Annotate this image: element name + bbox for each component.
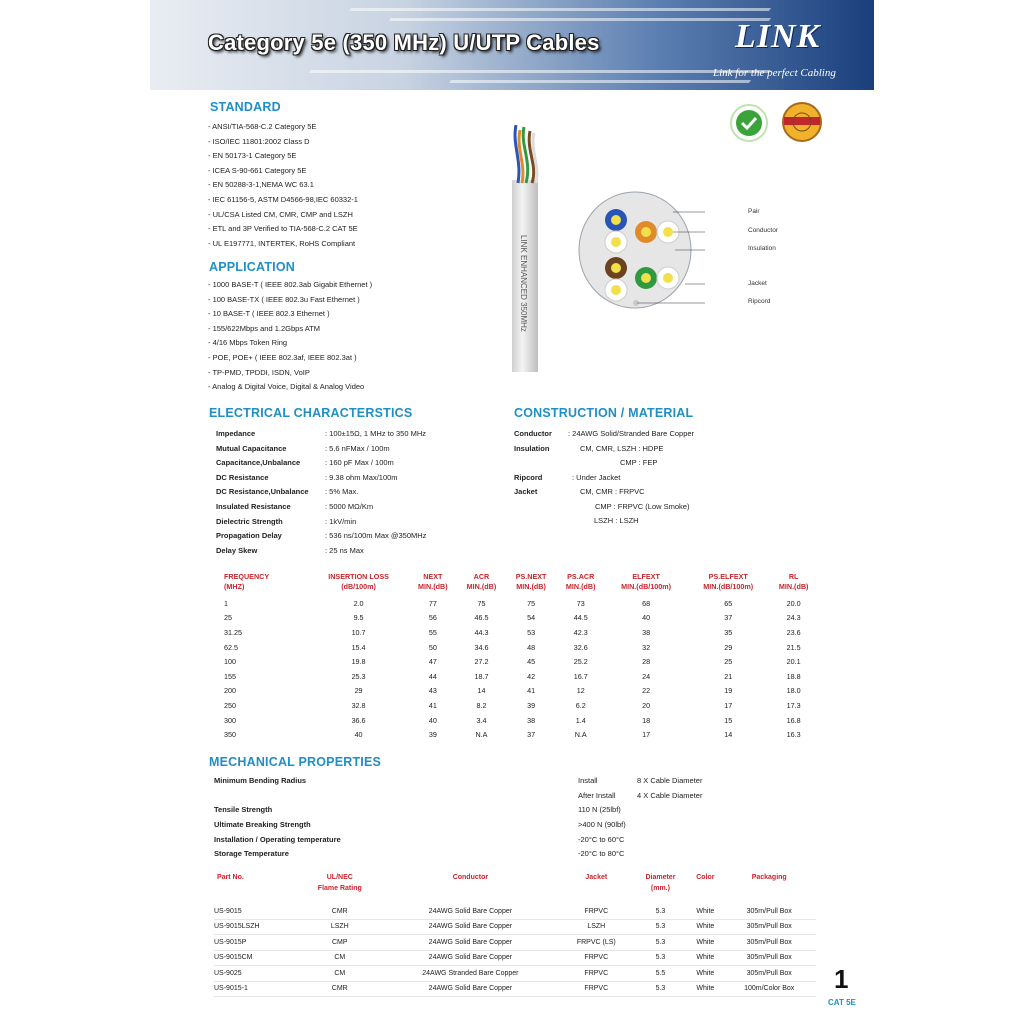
table-cell: 77 [428, 598, 437, 608]
table-cell: N.A [574, 730, 587, 740]
datasheet-page [150, 0, 874, 1024]
diagram-label-ripcord: Ripcord [748, 298, 771, 305]
standard-list [208, 120, 358, 251]
table-cell: 44 [428, 671, 437, 681]
table-cell: 17.3 [786, 700, 801, 710]
table-cell: 40 [642, 613, 651, 623]
table-cell: 44.5 [573, 613, 588, 623]
table-row [214, 935, 816, 951]
table-cell: 10.7 [351, 627, 366, 637]
table-cell: 42.3 [573, 627, 588, 637]
table-cell: 19.8 [351, 657, 366, 667]
table-cell: 24AWG Solid Bare Copper [381, 904, 560, 919]
table-cell: 5.3 [633, 935, 689, 951]
parts-table [214, 872, 816, 997]
table-cell: 18.0 [786, 686, 801, 696]
table-cell: 34.6 [474, 642, 489, 652]
insulation-value-2: CMP : FEP [620, 458, 658, 467]
header-line-1: RL [788, 572, 799, 581]
table-cell: 27.2 [474, 657, 489, 667]
table-cell: 37 [724, 613, 733, 623]
header-line-1: NEXT [423, 572, 443, 581]
conductor-value: : 24AWG Solid/Stranded Bare Copper [568, 429, 695, 438]
install-label: Install [578, 776, 598, 785]
table-cell: US-9015 [214, 904, 299, 919]
performance-header-cell [687, 568, 769, 596]
table-cell: 47 [428, 657, 437, 667]
parts-header-cell [722, 872, 816, 904]
table-cell: 305m/Pull Box [722, 950, 816, 966]
table-cell: 24AWG Solid Bare Copper [381, 919, 560, 935]
table-cell: US-9025 [214, 966, 299, 982]
table-cell: 16.3 [786, 730, 801, 740]
table-cell: 24AWG Solid Bare Copper [381, 935, 560, 951]
table-cell: 22 [642, 686, 651, 696]
table-cell: 17 [642, 730, 651, 740]
standard-item: - ANSI/TIA-568-C.2 Category 5E [208, 122, 317, 131]
electrical-value: : 536 ns/100m Max @350MHz [325, 531, 427, 541]
table-cell: 24AWG Stranded Bare Copper [381, 966, 560, 982]
table-cell: LSZH [299, 919, 381, 935]
diagram-label-insulation: Insulation [748, 245, 776, 252]
table-cell: FRPVC (LS) [560, 935, 632, 951]
application-item: - 4/16 Mbps Token Ring [208, 338, 288, 348]
header-line-1: Jacket [585, 874, 608, 881]
table-cell: FRPVC [560, 981, 632, 997]
application-item: - 155/622Mbps and 1.2Gbps ATM [208, 323, 321, 333]
storage-label: Storage Temperature [214, 849, 289, 858]
table-cell: CM [299, 950, 381, 966]
page-title: Category 5e (350 MHz) U/UTP Cables [208, 30, 600, 55]
temperature-label: Installation / Operating temperature [214, 835, 341, 844]
table-row [214, 966, 816, 982]
table-cell: 24AWG Solid Bare Copper [381, 981, 560, 997]
electrical-value: : 9.38 ohm Max/100m [325, 472, 398, 482]
table-cell: 45 [527, 657, 536, 667]
header-line-2: (dB/100m) [341, 582, 376, 591]
performance-header-cell [769, 568, 818, 596]
insulation-label: Insulation [514, 444, 550, 453]
standard-item: - UL E197771, INTERTEK, RoHS Compliant [208, 238, 356, 248]
header-line-1: Conductor [452, 874, 489, 881]
application-item: - 1000 BASE-T ( IEEE 802.3ab Gigabit Ethernet ) [208, 280, 373, 289]
header-line-2: MIN.(dB) [778, 582, 809, 591]
header-line-2: MIN.(dB/100m) [621, 582, 672, 591]
table-cell: US-9015P [214, 935, 299, 951]
logo-tagline: Link for the perfect Cabling [713, 67, 836, 79]
table-cell: 14 [724, 730, 733, 740]
table-cell: 62.5 [224, 642, 238, 652]
table-cell: 24.3 [786, 613, 801, 623]
application-item: - 10 BASE-T ( IEEE 802.3 Ethernet ) [208, 309, 330, 319]
electrical-label: Insulated Resistance [216, 502, 291, 511]
table-cell: 43 [428, 686, 437, 696]
table-cell: 14 [477, 686, 486, 696]
header-line-1: PS.NEXT [515, 572, 547, 581]
table-cell: FRPVC [560, 950, 632, 966]
insulation-value-1: CM, CMR, LSZH : HDPE [580, 444, 664, 453]
table-cell: 5.3 [633, 919, 689, 935]
header-line-2: MIN.(dB) [516, 582, 546, 591]
table-cell: 44.3 [474, 627, 489, 637]
jacket-value-1: CM, CMR : FRPVC [580, 487, 645, 496]
table-cell: N.A [475, 730, 488, 740]
electrical-value: : 5000 MΩ/Km [325, 502, 374, 511]
electrical-label: Delay Skew [216, 545, 258, 555]
electrical-value: : 160 pF Max / 100m [325, 458, 394, 468]
table-cell: 31.25 [224, 627, 242, 637]
table-cell: 40 [428, 715, 437, 725]
parts-header-cell [633, 872, 689, 904]
warranty-badge-icon [780, 100, 826, 146]
page-number: 1 [834, 964, 849, 994]
link-logo [713, 18, 865, 88]
header-line-1: FREQUENCY [224, 572, 270, 581]
table-cell: 29 [354, 686, 363, 696]
table-cell: White [688, 966, 722, 982]
standard-item: - EN 50288-3-1,NEMA WC 63.1 [208, 180, 314, 190]
table-cell: 21 [724, 671, 733, 681]
table-cell: 18.7 [474, 671, 489, 681]
table-row [208, 669, 818, 684]
table-cell: 18 [642, 715, 651, 725]
table-cell: 40 [354, 730, 363, 740]
header-line-1: Color [696, 874, 715, 881]
table-cell: 29 [724, 642, 733, 652]
application-item: - POE, POE+ ( IEEE 802.3af, IEEE 802.3at ) [208, 352, 357, 362]
mechanical-table [214, 776, 814, 866]
table-cell: White [688, 919, 722, 935]
table-cell: LSZH [560, 919, 632, 935]
tensile-label: Tensile Strength [214, 805, 273, 814]
table-cell: CMP [299, 935, 381, 951]
header-line-2: (mm.) [650, 885, 670, 892]
table-cell: 250 [224, 700, 236, 710]
logo-text: LINK [735, 18, 821, 55]
performance-header-row [208, 568, 818, 596]
bending-label: Minimum Bending Radius [214, 776, 307, 785]
jacket-value-2: CMP : FRPVC (Low Smoke) [595, 502, 690, 511]
table-cell: 21.5 [786, 642, 801, 652]
table-cell: 20 [642, 700, 651, 710]
breaking-value: >400 N (90lbf) [578, 820, 626, 829]
application-item: - 100 BASE-TX ( IEEE 802.3u Fast Ethernet ) [208, 294, 360, 304]
jacket-label: Jacket [514, 487, 538, 496]
table-cell: 75 [477, 598, 486, 608]
table-row [208, 640, 818, 655]
construction-title: CONSTRUCTION / MATERIAL [514, 406, 694, 420]
table-cell: 56 [428, 613, 437, 623]
electrical-label: DC Resistance [216, 472, 269, 482]
diagram-label-jacket: Jacket [748, 280, 767, 287]
table-cell: 305m/Pull Box [722, 935, 816, 951]
electrical-value: : 5% Max. [325, 487, 359, 497]
standard-item: - ISO/IEC 11801:2002 Class D [208, 136, 310, 146]
parts-header-row [214, 872, 816, 904]
table-cell: 19 [724, 686, 733, 696]
electrical-value: : 100±15Ω, 1 MHz to 350 MHz [325, 429, 427, 438]
table-cell: 32.6 [573, 642, 588, 652]
header-line-2: (MHZ) [224, 582, 245, 591]
table-cell: 8.2 [476, 700, 487, 710]
tensile-value: 110 N (25lbf) [578, 805, 621, 814]
table-cell: 16.7 [573, 671, 588, 681]
table-cell: 54 [527, 613, 536, 623]
table-cell: 38 [642, 627, 651, 637]
table-cell: 35 [724, 627, 733, 637]
table-cell: 36.6 [351, 715, 366, 725]
mechanical-title: MECHANICAL PROPERTIES [209, 755, 382, 769]
table-row [208, 713, 818, 728]
table-cell: 5.5 [633, 966, 689, 982]
table-cell: 41 [527, 686, 536, 696]
table-cell: 75 [527, 598, 536, 608]
table-cell: 2.0 [353, 598, 364, 608]
table-cell: 15.4 [351, 642, 366, 652]
table-cell: 39 [428, 730, 437, 740]
performance-header-cell [605, 568, 687, 596]
parts-header-cell [560, 872, 632, 904]
electrical-label: Impedance [216, 429, 256, 438]
table-cell: 25 [724, 657, 733, 667]
table-cell: 305m/Pull Box [722, 919, 816, 935]
table-cell: White [688, 904, 722, 919]
table-cell: 37 [527, 730, 536, 740]
table-cell: 25.2 [573, 657, 588, 667]
table-cell: 39 [527, 700, 536, 710]
table-cell: 53 [527, 627, 536, 637]
standard-title: STANDARD [210, 100, 281, 114]
table-cell: 42 [527, 671, 536, 681]
diagram-label-pair: Pair [748, 208, 760, 215]
table-cell: White [688, 950, 722, 966]
table-cell: FRPVC [560, 904, 632, 919]
table-cell: 25 [224, 613, 232, 623]
header-line-1: UL/NEC [326, 874, 353, 881]
electrical-value: : 1kV/min [325, 516, 357, 526]
table-cell: 3.4 [476, 715, 487, 725]
performance-table [208, 568, 818, 742]
performance-header-cell [457, 568, 506, 596]
table-cell: 5.3 [633, 904, 689, 919]
standard-item: - UL/CSA Listed CM, CMR, CMP and LSZH [208, 209, 353, 219]
table-cell: 65 [724, 598, 733, 608]
header-line-1: INSERTION LOSS [328, 572, 389, 581]
cable-cross-section-diagram [575, 190, 705, 310]
electrical-value: : 25 ns Max [325, 545, 364, 555]
table-cell: 6.2 [575, 700, 586, 710]
table-cell: 55 [428, 627, 437, 637]
green-badge-icon [728, 102, 776, 144]
performance-header-cell [309, 568, 409, 596]
table-row [208, 684, 818, 699]
application-title: APPLICATION [209, 260, 295, 274]
table-row [208, 596, 818, 611]
table-row [208, 654, 818, 669]
table-cell: 48 [527, 642, 536, 652]
parts-header-cell [688, 872, 722, 904]
table-cell: 100 [224, 657, 236, 667]
table-cell: US-9015CM [214, 950, 299, 966]
table-cell: FRPVC [560, 966, 632, 982]
header-line-2: MIN.(dB) [466, 582, 497, 591]
application-list [208, 278, 372, 395]
conductor-label: Conductor [514, 429, 552, 438]
breaking-label: Ultimate Breaking Strength [214, 820, 311, 829]
table-cell: CMR [299, 904, 381, 919]
after-install-label: After Install [578, 791, 616, 800]
table-cell: 15 [724, 715, 733, 725]
table-cell: 350 [224, 730, 236, 740]
table-cell: CMR [299, 981, 381, 997]
table-cell: 200 [224, 686, 236, 696]
header-line-1: PS.ELFEXT [708, 572, 748, 581]
table-cell: CM [299, 966, 381, 982]
ripcord-value: : Under Jacket [572, 473, 621, 482]
table-cell: 17 [724, 700, 733, 710]
table-row [208, 611, 818, 626]
header-line-2: MIN.(dB) [565, 582, 596, 591]
electrical-table [216, 426, 476, 561]
table-cell: 46.5 [474, 613, 489, 623]
header-line-2: MIN.(dB) [418, 582, 448, 591]
electrical-label: DC Resistance,Unbalance [216, 487, 309, 497]
performance-header-cell [409, 568, 458, 596]
electrical-label: Capacitance,Unbalance [216, 458, 301, 468]
table-cell: 24AWG Solid Bare Copper [381, 950, 560, 966]
table-row [208, 727, 818, 742]
table-cell: 73 [576, 598, 585, 608]
cable-print-text: LINK ENHANCED 350MHz [519, 235, 528, 332]
table-cell: 155 [224, 671, 236, 681]
table-row [208, 625, 818, 640]
table-cell: 32.8 [351, 700, 366, 710]
table-cell: 100m/Color Box [722, 981, 816, 997]
table-cell: 12 [576, 686, 585, 696]
storage-value: -20°C to 80°C [578, 849, 625, 858]
table-cell: 1 [224, 598, 228, 608]
application-item: - Analog & Digital Voice, Digital & Analog Video [208, 382, 365, 392]
table-cell: 28 [642, 657, 651, 667]
header-line-1: Diameter [645, 874, 676, 881]
header-line-1: ACR [473, 572, 490, 581]
table-cell: 24 [642, 671, 651, 681]
page-category: CAT 5E [828, 998, 856, 1007]
header-line-1: Part No. [217, 874, 244, 881]
performance-header-cell [506, 568, 557, 596]
header-line-1: Packaging [751, 874, 787, 881]
electrical-label: Propagation Delay [216, 531, 282, 541]
table-cell: 18.8 [786, 671, 801, 681]
header-line-1: ELFEXT [632, 572, 660, 581]
table-row [214, 981, 816, 997]
table-cell: 32 [642, 642, 651, 652]
standard-item: - ETL and 3P Verified to TIA-568-C.2 CAT 5E [208, 224, 358, 234]
table-cell: 305m/Pull Box [722, 904, 816, 919]
table-cell: White [688, 981, 722, 997]
table-cell: US-9015-1 [214, 981, 299, 997]
table-cell: 5.3 [633, 981, 689, 997]
table-cell: 68 [642, 598, 651, 608]
install-value: 8 X Cable Diameter [637, 776, 703, 785]
table-cell: 1.4 [575, 715, 586, 725]
header-banner [150, 0, 874, 90]
application-item: - TP-PMD, TPDDI, ISDN, VoIP [208, 367, 310, 377]
construction-table [514, 426, 814, 526]
table-cell: 50 [428, 642, 437, 652]
table-cell: 305m/Pull Box [722, 966, 816, 982]
electrical-title: ELECTRICAL CHARACTERSTICS [209, 406, 413, 420]
header-line-2: MIN.(dB/100m) [703, 582, 754, 591]
table-cell: US-9015LSZH [214, 919, 299, 935]
electrical-value: : 5.6 nFMax / 100m [325, 443, 390, 453]
table-cell: 20.1 [786, 657, 801, 667]
performance-header-cell [556, 568, 605, 596]
table-cell: 5.3 [633, 950, 689, 966]
electrical-label: Mutual Capacitance [216, 443, 287, 453]
table-row [214, 904, 816, 919]
after-install-value: 4 X Cable Diameter [637, 791, 703, 800]
jacket-value-3: LSZH : LSZH [594, 516, 639, 525]
table-cell: 20.0 [786, 598, 801, 608]
ripcord-label: Ripcord [514, 473, 543, 482]
diagram-label-conductor: Conductor [748, 227, 778, 234]
standard-item: - EN 50173-1 Category 5E [208, 151, 297, 161]
table-cell: 16.8 [786, 715, 801, 725]
table-cell: 300 [224, 715, 236, 725]
table-cell: 23.6 [786, 627, 801, 637]
cable-image [460, 125, 540, 375]
table-row [208, 698, 818, 713]
temperature-value: -20°C to 60°C [578, 835, 625, 844]
table-cell: 38 [527, 715, 536, 725]
table-row [214, 919, 816, 935]
electrical-label: Dielectric Strength [216, 516, 283, 526]
standard-item: - ICEA S-90-661 Category 5E [208, 165, 307, 175]
performance-header-cell [208, 568, 309, 596]
parts-header-cell [214, 872, 299, 904]
table-cell: 9.5 [353, 613, 364, 623]
table-row [214, 950, 816, 966]
header-line-2: Flame Rating [317, 885, 362, 892]
parts-header-cell [299, 872, 381, 904]
table-cell: White [688, 935, 722, 951]
table-cell: 41 [428, 700, 437, 710]
parts-header-cell [381, 872, 560, 904]
table-cell: 25.3 [351, 671, 366, 681]
header-line-1: PS.ACR [567, 572, 595, 581]
standard-item: - IEC 61156-5, ASTM D4566-98,IEC 60332-1 [208, 194, 358, 204]
